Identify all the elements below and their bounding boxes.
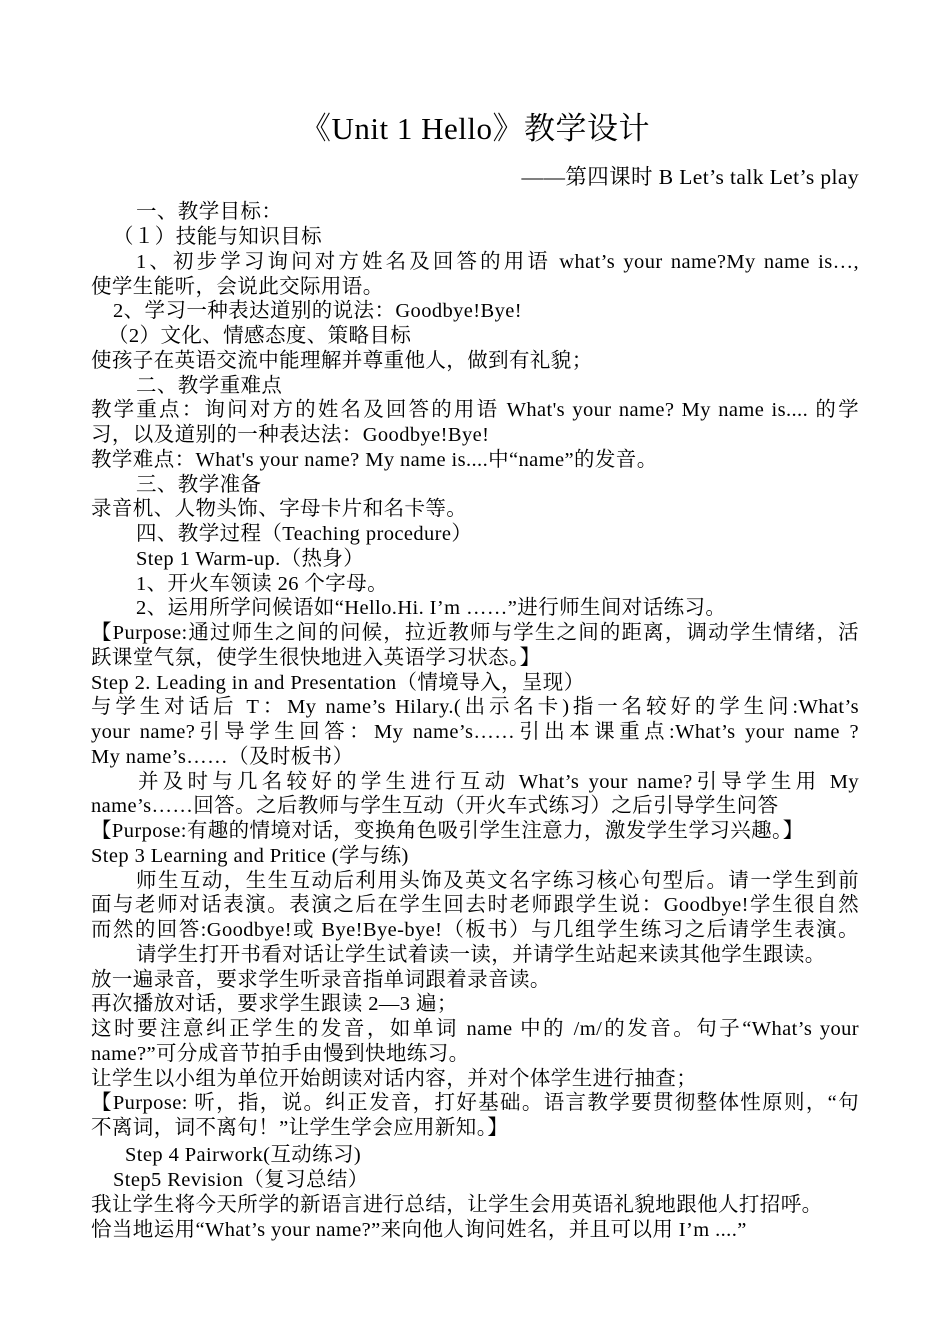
section-heading-preparation: 三、教学准备	[136, 474, 262, 496]
paragraph-line: name’s……回答。之后教师与学生互动（开火车式练习）之后引导学生问答	[91, 795, 779, 817]
step-heading-warmup: Step 1 Warm-up.（热身）	[136, 548, 365, 570]
subheading-culture: （2）文化、情感态度、策略目标	[108, 325, 412, 347]
paragraph-line: 面与老师对话表演。表演之后在学生回去时老师跟学生说：Goodbye!学生很自然	[91, 894, 859, 916]
paragraph-line: 与学生对话后 T：My name’s Hilary.(出示名卡)指一名较好的学生问:What’s	[91, 696, 859, 718]
step-heading-revision: Step5 Revision（复习总结）	[113, 1169, 369, 1191]
paragraph-line: 并及时与几名较好的学生进行互动 What’s your name?引导学生用 My	[138, 771, 859, 793]
purpose-note: 不离词，词不离句！”让学生学会应用新知。】	[91, 1117, 509, 1139]
section-heading-procedure: 四、教学过程（Teaching procedure）	[136, 523, 473, 545]
paragraph-line: your name?引导学生回答：My name’s……引出本课重点:What’s your name ?	[91, 721, 859, 743]
paragraph-line: 而然的回答:Goodbye!或 Bye!Bye-bye!（板书）与几组学生练习之后请学生表演。	[91, 919, 859, 941]
paragraph-line: 教学重点：询问对方的姓名及回答的用语 What's your name? My name is.... 的学	[91, 399, 859, 421]
paragraph-line: 这时要注意纠正学生的发音，如单词 name 中的 /m/的发音。句子“What’s your	[91, 1018, 859, 1040]
purpose-note: 【Purpose: 听，指，说。纠正发音，打好基础。语言教学要贯彻整体性原则，“句	[91, 1092, 859, 1114]
paragraph-line: 让学生以小组为单位开始朗读对话内容，并对个体学生进行抽查；	[91, 1068, 698, 1090]
step-heading-pairwork: Step 4 Pairwork(互动练习)	[125, 1144, 362, 1166]
purpose-note: 【Purpose:通过师生之间的问候，拉近教师与学生之间的距离，调动学生情绪，活	[91, 622, 859, 644]
paragraph-line: 习，以及道别的一种表达法：Goodbye!Bye!	[91, 424, 490, 446]
paragraph-line: 2、学习一种表达道别的说法：Goodbye!Bye!	[113, 300, 522, 322]
paragraph-line: 教学难点：What's your name? My name is....中“name”的发音。	[91, 449, 658, 471]
subheading-skills: （１）技能与知识目标	[113, 226, 322, 248]
paragraph-line: 请学生打开书看对话让学生试着读一读，并请学生站起来读其他学生跟读。	[136, 944, 826, 966]
paragraph-line: 再次播放对话，要求学生跟读 2—3 遍；	[91, 993, 458, 1015]
document-subtitle: ——第四课时 B Let’s talk Let’s play	[521, 165, 859, 189]
paragraph-line: 师生互动，生生互动后利用头饰及英文名字练习核心句型后。请一学生到前	[136, 870, 859, 892]
paragraph-line: name?”可分成音节拍手由慢到快地练习。	[91, 1043, 470, 1065]
paragraph-line: My name’s……（及时板书）	[91, 746, 354, 768]
paragraph-line: 1、开火车领读 26 个字母。	[136, 573, 388, 595]
paragraph-line: 使孩子在英语交流中能理解并尊重他人，做到有礼貌；	[91, 350, 593, 372]
paragraph-line: 2、运用所学问候语如“Hello.Hi. I’m ……”进行师生间对话练习。	[136, 597, 727, 619]
paragraph-line: 放一遍录音，要求学生听录音指单词跟着录音读。	[91, 969, 551, 991]
section-heading-key-points: 二、教学重难点	[136, 375, 283, 397]
purpose-note: 【Purpose:有趣的情境对话，变换角色吸引学生注意力，激发学生学习兴趣。】	[91, 820, 804, 842]
paragraph-line: 恰当地运用“What’s your name?”来向他人询问姓名，并且可以用 I’m ....”	[91, 1219, 747, 1241]
section-heading-objectives: 一、教学目标：	[136, 201, 283, 223]
paragraph-line: 使学生能听，会说此交际用语。	[91, 276, 384, 298]
document-title: 《Unit 1 Hello》教学设计	[300, 111, 650, 146]
purpose-note: 跃课堂气氛，使学生很快地进入英语学习状态。】	[91, 647, 541, 669]
paragraph-line: 我让学生将今天所学的新语言进行总结，让学生会用英语礼貌地跟他人打招呼。	[91, 1194, 823, 1216]
paragraph-line: 1、初步学习询问对方姓名及回答的用语 what’s your name?My name is…,	[136, 251, 859, 273]
paragraph-line: 录音机、人物头饰、字母卡片和名卡等。	[91, 498, 468, 520]
step-heading-learning: Step 3 Learning and Pritice (学与练)	[91, 845, 409, 867]
step-heading-presentation: Step 2. Leading in and Presentation（情境导入，呈现）	[91, 672, 585, 694]
